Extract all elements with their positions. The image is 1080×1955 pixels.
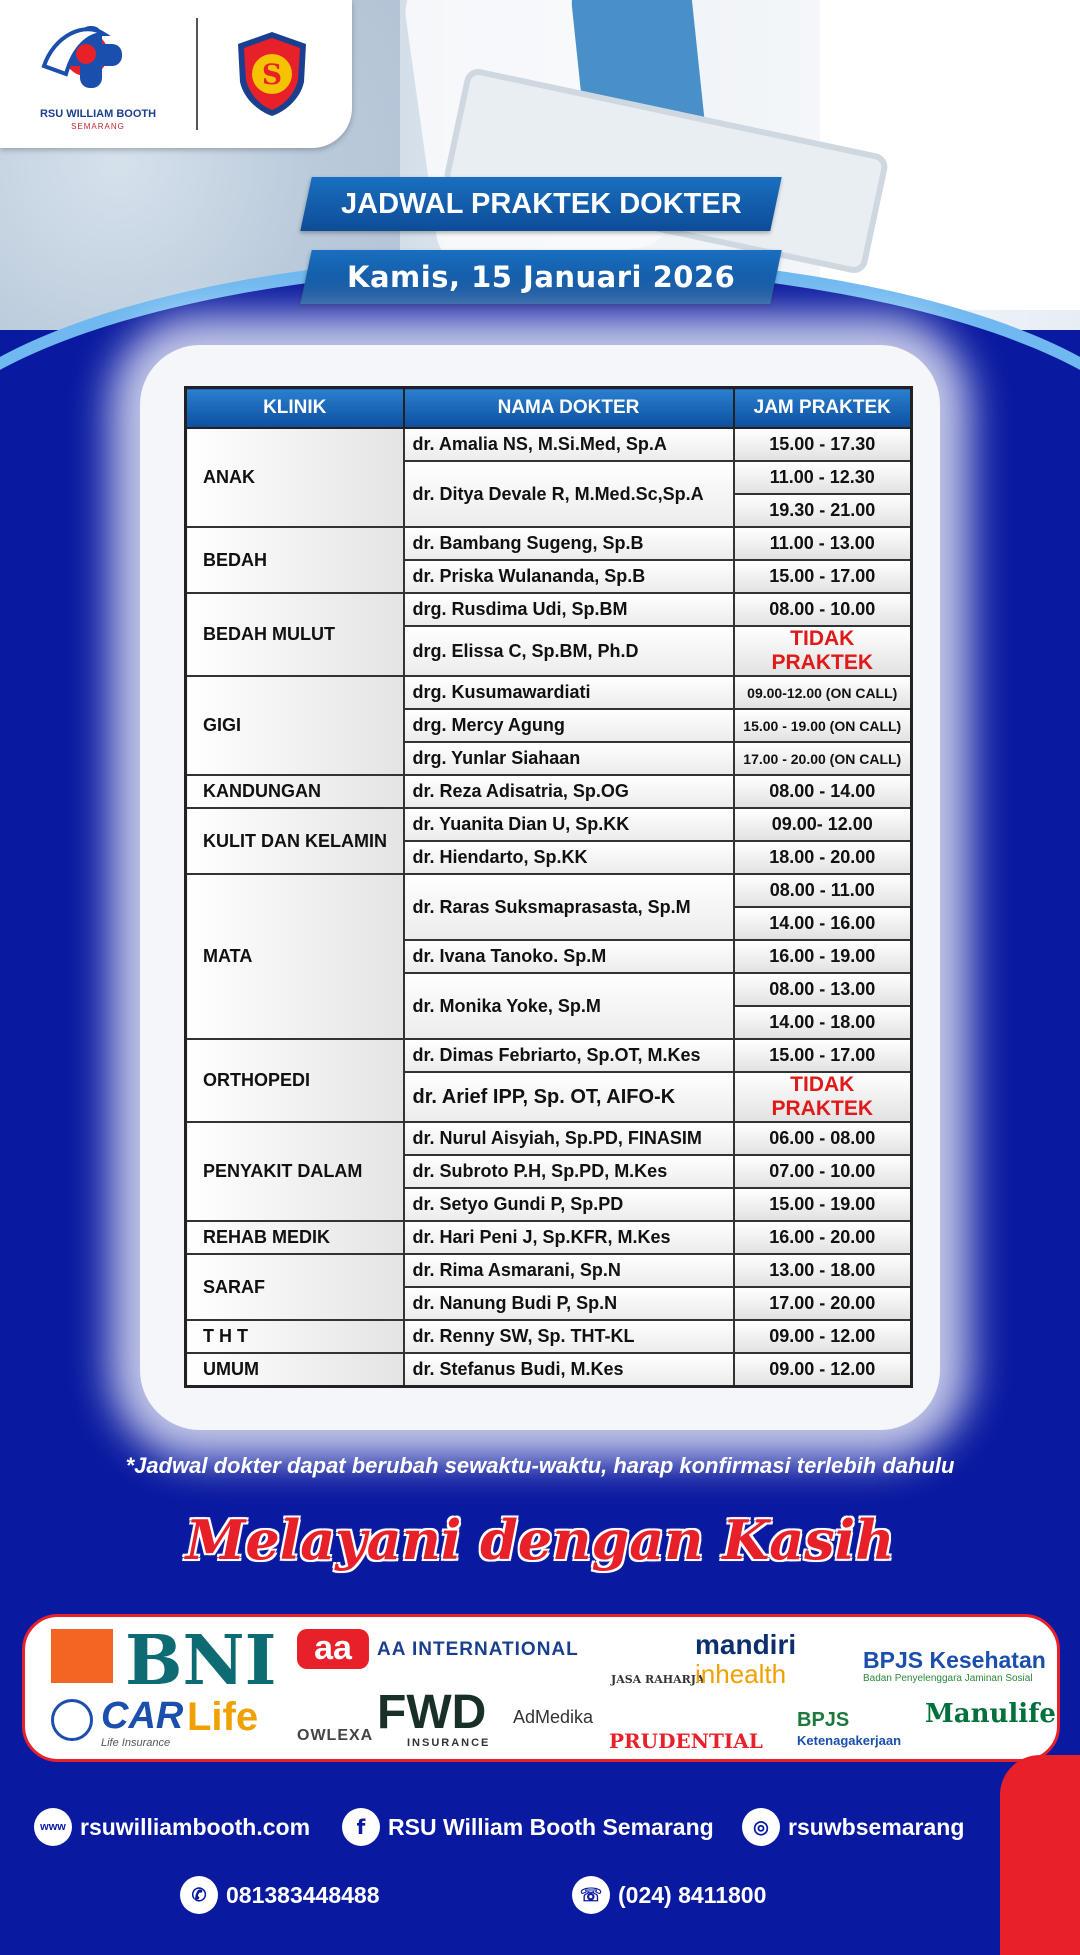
bni-logo-icon [51, 1629, 113, 1683]
logo-box [0, 0, 352, 148]
svg-text:S: S [261, 58, 283, 91]
schedule-table [184, 386, 913, 1388]
table-row [186, 1122, 912, 1155]
admedika-logo: AdMedika [513, 1707, 594, 1727]
klinik-cell: SARAF [186, 1254, 404, 1320]
klinik-cell: PENYAKIT DALAM [186, 1122, 404, 1221]
phone-link[interactable] [572, 1876, 766, 1914]
time-cell: 17.00 - 20.00 [734, 1287, 912, 1320]
time-cell: 07.00 - 10.00 [734, 1155, 912, 1188]
red-corner-decoration [1000, 1755, 1080, 1955]
bpjs-ketenagakerjaan-sub: Ketenagakerjaan [797, 1733, 902, 1748]
doctor-cell: dr. Hari Peni J, Sp.KFR, M.Kes [404, 1221, 734, 1254]
instagram-text: rsuwbsemarang [788, 1813, 965, 1840]
time-cell: 08.00 - 14.00 [734, 775, 912, 808]
table-row [186, 1039, 912, 1072]
time-cell: 15.00 - 19.00 (ON CALL) [734, 709, 912, 742]
table-header-row [186, 388, 912, 429]
schedule-title: JADWAL PRAKTEK DOKTER [300, 177, 781, 231]
klinik-cell: BEDAH [186, 527, 404, 593]
time-cell: 15.00 - 17.00 [734, 1039, 912, 1072]
col-nama-dokter: NAMA DOKTER [404, 388, 734, 429]
doctor-cell: dr. Yuanita Dian U, Sp.KK [404, 808, 734, 841]
facebook-text: RSU William Booth Semarang [388, 1813, 714, 1840]
bpjs-kesehatan-logo: BPJS Kesehatan [863, 1647, 1046, 1673]
table-row [186, 1254, 912, 1287]
time-cell: 11.00 - 13.00 [734, 527, 912, 560]
doctor-cell: dr. Priska Wulananda, Sp.B [404, 560, 734, 593]
col-klinik: KLINIK [186, 388, 404, 429]
doctor-cell: dr. Hiendarto, Sp.KK [404, 841, 734, 874]
mandiri-logo: mandiri [695, 1629, 797, 1660]
time-cell: 06.00 - 08.00 [734, 1122, 912, 1155]
doctor-cell: dr. Ditya Devale R, M.Med.Sc,Sp.A [404, 461, 734, 527]
time-cell: 09.00 - 12.00 [734, 1353, 912, 1387]
time-cell: 14.00 - 18.00 [734, 1006, 912, 1039]
website-link[interactable] [34, 1808, 310, 1846]
klinik-cell: ORTHOPEDI [186, 1039, 404, 1122]
table-row [186, 593, 912, 626]
klinik-cell: UMUM [186, 1353, 404, 1387]
table-row [186, 428, 912, 461]
aa-international-logo: AA INTERNATIONAL [377, 1639, 579, 1660]
time-cell: 15.00 - 19.00 [734, 1188, 912, 1221]
klinik-cell: KULIT DAN KELAMIN [186, 808, 404, 874]
table-row [186, 527, 912, 560]
table-row [186, 1221, 912, 1254]
table-row [186, 1320, 912, 1353]
doctor-cell: dr. Arief IPP, Sp. OT, AIFO-K [404, 1072, 734, 1122]
time-cell: 08.00 - 13.00 [734, 973, 912, 1006]
table-row [186, 676, 912, 709]
doctor-cell: dr. Rima Asmarani, Sp.N [404, 1254, 734, 1287]
jasa-raharja-logo: JASA RAHARJA [611, 1673, 705, 1686]
time-cell-not-practicing: TIDAK PRAKTEK [734, 1072, 912, 1122]
whatsapp-icon: ✆ [180, 1876, 218, 1914]
owlexa-logo: OWLEXA [297, 1727, 374, 1744]
aa-mark: aa [297, 1629, 369, 1669]
col-jam-praktek: JAM PRAKTEK [734, 388, 912, 429]
doctor-cell: dr. Setyo Gundi P, Sp.PD [404, 1188, 734, 1221]
doctor-cell: drg. Kusumawardiati [404, 676, 734, 709]
klinik-cell: GIGI [186, 676, 404, 775]
schedule-note: *Jadwal dokter dapat berubah sewaktu-waktu, harap konfirmasi terlebih dahulu [125, 1453, 955, 1478]
doctor-cell: dr. Renny SW, Sp. THT-KL [404, 1320, 734, 1353]
car-life-badge-icon [51, 1699, 93, 1741]
website-text: rsuwilliambooth.com [80, 1813, 311, 1840]
klinik-cell: MATA [186, 874, 404, 1039]
salvation-army-shield-icon [234, 30, 310, 118]
time-cell: 16.00 - 20.00 [734, 1221, 912, 1254]
table-row [186, 874, 912, 907]
doctor-cell: dr. Stefanus Budi, M.Kes [404, 1353, 734, 1387]
doctor-cell: dr. Bambang Sugeng, Sp.B [404, 527, 734, 560]
doctor-cell: drg. Elissa C, Sp.BM, Ph.D [404, 626, 734, 676]
time-cell: 09.00 - 12.00 [734, 1320, 912, 1353]
life-logo: Life [187, 1695, 259, 1739]
doctor-cell: drg. Yunlar Siahaan [404, 742, 734, 775]
time-cell: 18.00 - 20.00 [734, 841, 912, 874]
time-cell: 08.00 - 11.00 [734, 874, 912, 907]
time-cell: 19.30 - 21.00 [734, 494, 912, 527]
instagram-link[interactable] [742, 1808, 964, 1846]
time-cell: 15.00 - 17.30 [734, 428, 912, 461]
time-cell: 09.00-12.00 (ON CALL) [734, 676, 912, 709]
bpjs-ketenagakerjaan-logo: BPJS [797, 1709, 850, 1731]
time-cell: 17.00 - 20.00 (ON CALL) [734, 742, 912, 775]
slogan: Melayani dengan Kasih [185, 1508, 895, 1572]
time-cell: 15.00 - 17.00 [734, 560, 912, 593]
klinik-cell: KANDUNGAN [186, 775, 404, 808]
doctor-cell: dr. Subroto P.H, Sp.PD, M.Kes [404, 1155, 734, 1188]
table-row [186, 775, 912, 808]
facebook-link[interactable] [342, 1808, 714, 1846]
table-row [186, 1353, 912, 1387]
schedule-date: Kamis, 15 Januari 2026 [300, 250, 781, 304]
time-cell: 13.00 - 18.00 [734, 1254, 912, 1287]
doctor-cell: dr. Ivana Tanoko. Sp.M [404, 940, 734, 973]
whatsapp-text: 081383448488 [226, 1881, 380, 1908]
bni-logo: BNI [125, 1621, 277, 1701]
time-cell-not-practicing: TIDAK PRAKTEK [734, 626, 912, 676]
doctor-cell: dr. Dimas Febriarto, Sp.OT, M.Kes [404, 1039, 734, 1072]
fwd-sub: INSURANCE [407, 1737, 491, 1749]
klinik-cell: REHAB MEDIK [186, 1221, 404, 1254]
facebook-icon: f [342, 1808, 380, 1846]
car-life-sub: Life Insurance [101, 1737, 171, 1749]
car-logo: CAR [101, 1695, 184, 1737]
phone-text: (024) 8411800 [618, 1881, 767, 1908]
time-cell: 08.00 - 10.00 [734, 593, 912, 626]
phone-icon: ☏ [572, 1876, 610, 1914]
time-cell: 16.00 - 19.00 [734, 940, 912, 973]
logo-divider [196, 18, 198, 130]
hospital-city: SEMARANG [71, 122, 125, 131]
globe-icon: www [34, 1808, 72, 1846]
klinik-cell: BEDAH MULUT [186, 593, 404, 676]
doctor-cell: dr. Monika Yoke, Sp.M [404, 973, 734, 1039]
doctor-cell: drg. Rusdima Udi, Sp.BM [404, 593, 734, 626]
doctor-cell: dr. Reza Adisatria, Sp.OG [404, 775, 734, 808]
table-row [186, 808, 912, 841]
klinik-cell: T H T [186, 1320, 404, 1353]
inhealth-logo: inhealth [695, 1659, 787, 1689]
whatsapp-link[interactable] [180, 1876, 380, 1914]
prudential-logo: PRUDENTIAL [609, 1729, 763, 1753]
doctor-cell: dr. Nanung Budi P, Sp.N [404, 1287, 734, 1320]
partner-logos [22, 1614, 1060, 1762]
klinik-cell: ANAK [186, 428, 404, 527]
doctor-cell: dr. Raras Suksmaprasasta, Sp.M [404, 874, 734, 940]
rsu-logo-icon [34, 16, 134, 106]
hospital-name: RSU WILLIAM BOOTH [39, 108, 157, 120]
bpjs-kesehatan-sub: Badan Penyelenggara Jaminan Sosial [863, 1673, 1033, 1684]
fwd-logo: FWD [377, 1686, 487, 1739]
time-cell: 09.00- 12.00 [734, 808, 912, 841]
time-cell: 14.00 - 16.00 [734, 907, 912, 940]
doctor-cell: dr. Nurul Aisyiah, Sp.PD, FINASIM [404, 1122, 734, 1155]
doctor-cell: dr. Amalia NS, M.Si.Med, Sp.A [404, 428, 734, 461]
time-cell: 11.00 - 12.30 [734, 461, 912, 494]
doctor-cell: drg. Mercy Agung [404, 709, 734, 742]
manulife-logo: Manulife [925, 1699, 1056, 1729]
instagram-icon: ◎ [742, 1808, 780, 1846]
